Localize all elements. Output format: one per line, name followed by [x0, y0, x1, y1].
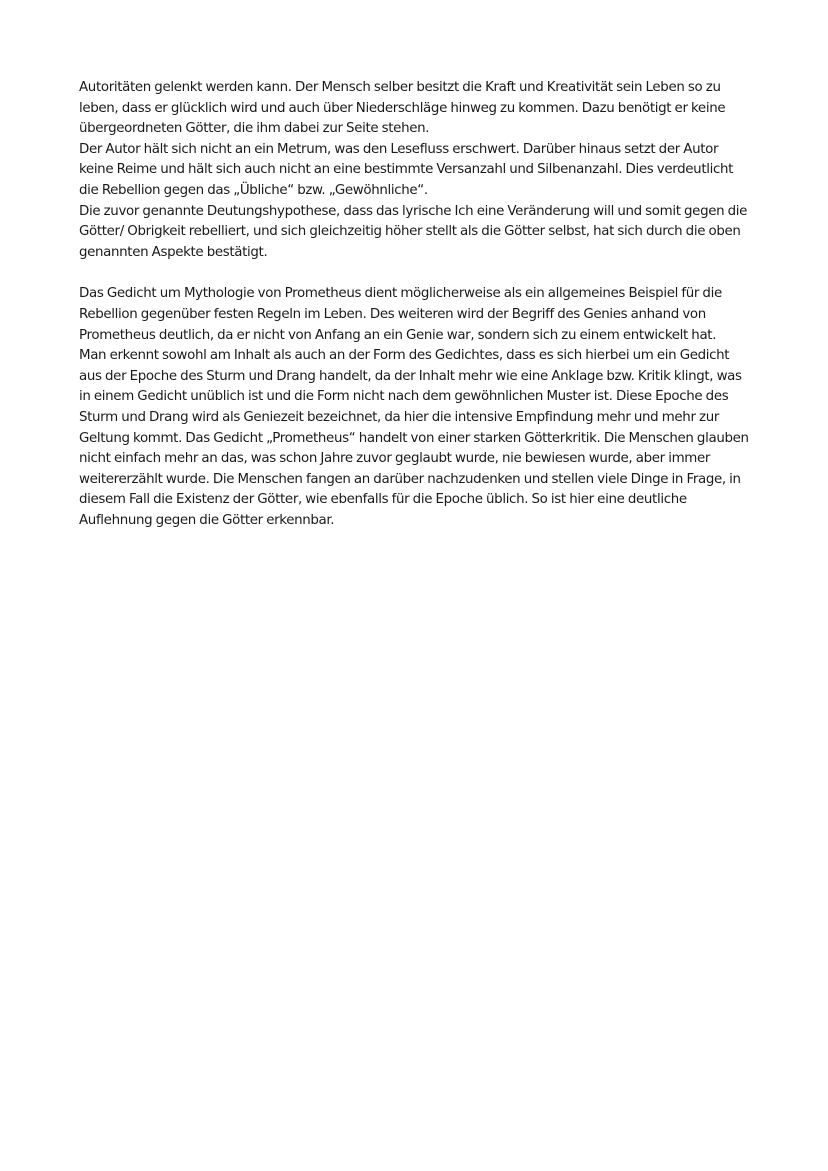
paragraph-gap	[79, 263, 754, 284]
paragraph-form-analysis: Der Autor hält sich nicht an ein Metrum, was den Lesefluss erschwert. Darüber hinaus setzt der Autor keine Reime und hält sich auch nicht an eine bestimmte Versanzahl und Silbenanzahl. Dies verdeutlicht die Rebellion gegen das „Übliche“ bzw. „Gewöhnliche“.	[79, 141, 734, 198]
essay-text	[79, 78, 754, 531]
paragraph-autonomy: Autoritäten gelenkt werden kann. Der Mensch selber besitzt die Kraft und Kreativität sein Leben so zu leben, dass er glücklich wird und auch über Niederschläge hinweg zu kommen. Dazu benötigt er keine übergeordneten Götter, die ihm dabei zur Seite stehen.	[79, 80, 726, 137]
paragraph-mythology-genius: Das Gedicht um Mythologie von Prometheus dient möglicherweise als ein allgemeines Beispiel für die Rebellion gegenüber festen Regeln im Leben. Des weiteren wird der Begriff des Genies anhand von Prometheus deutlich, da er nicht von Anfang an ein Genie war, sondern sich zu einem entwickelt hat.	[79, 286, 722, 343]
paragraph-sturm-und-drang: Man erkennt sowohl am Inhalt als auch an der Form des Gedichtes, dass es sich hierbei um ein Gedicht aus der Epoche des Sturm und Drang handelt, da der Inhalt mehr wie eine Anklage bzw. Kritik klingt, was in einem Gedicht unüblich ist und die Form nicht nach dem gewöhnlichen Muster ist. Diese Epoche des Sturm und Drang wird als Geniezeit bezeichnet, da hier die intensive Empfindung mehr und mehr zur Geltung kommt. Das Gedicht „Prometheus“ handelt von einer starken Götterkritik. Die Menschen glauben nicht einfach mehr an das, was schon Jahre zuvor geglaubt wurde, nie bewiesen wurde, aber immer weitererzählt wurde. Die Menschen fangen an darüber nachzudenken und stellen viele Dinge in Frage, in diesem Fall die Existenz der Götter, wie ebenfalls für die Epoche üblich. So ist hier eine deutliche Auflehnung gegen die Götter erkennbar.	[79, 348, 749, 528]
paragraph-hypothesis-confirmed: Die zuvor genannte Deutungshypothese, dass das lyrische Ich eine Veränderung will und somit gegen die Götter/ Obrigkeit rebelliert, und sich gleichzeitig höher stellt als die Götter selbst, hat sich durch die oben genannten Aspekte bestätigt.	[79, 203, 748, 260]
